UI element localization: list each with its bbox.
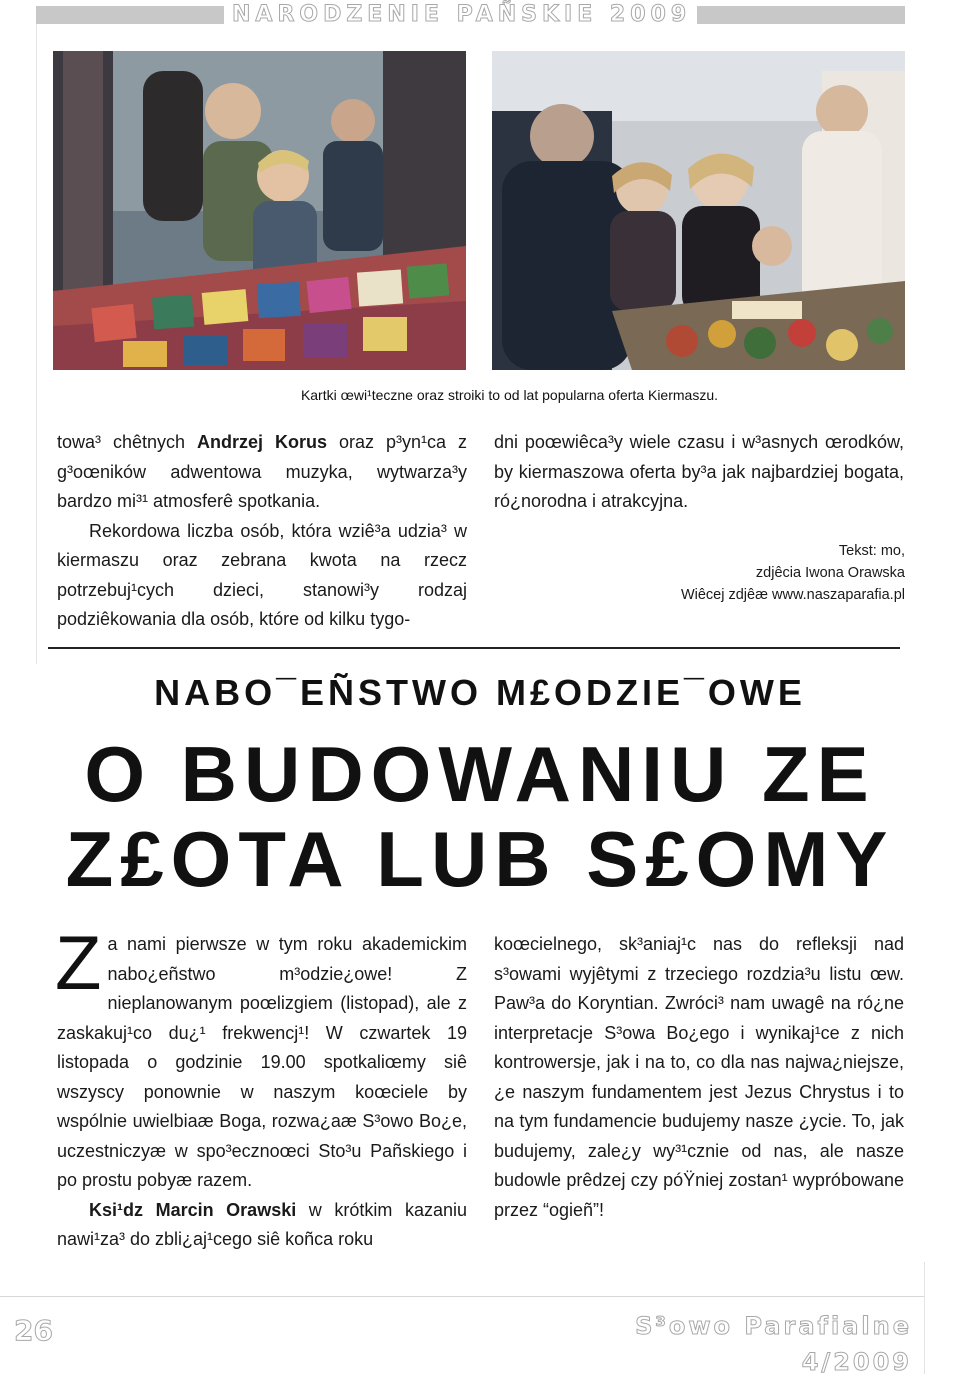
article2-left-paragraph-1: Za nami pierwsze w tym roku akademickim nabo¿eñstwo m³odzie¿owe! Z nieplanowanym poœlizgiem (listopad), ale z zaskakuj¹co du¿¹ frekwencj¹! W czwartek 19 listopada o godzinie 19.00 spotkaliœmy siê wszyscy ponownie w naszym koœciele by wspólnie uwielbiaæ Boga, rozwa¿aæ S³owo Bo¿e, uczestniczyæ w spo³ecznoœci Sto³u Pañskiego i po prostu pobyæ razem. (55, 921, 467, 1190)
frame-line-right (924, 1262, 925, 1374)
article1-left-paragraph-2: Rekordowa liczba osób, która wziê³a udzia³ w kiermaszu oraz zebrana kwota na rzecz potrzebuj¹cych dzieci, stanowi³y rodzaj podziêkowania dla osób, które od kilku tygo- (57, 520, 467, 629)
frame-line-left (36, 24, 37, 664)
priest-name: Ksi¹dz Marcin Orawski (89, 1199, 297, 1220)
photo-adults-stroiki (492, 51, 905, 370)
magazine-name: S³owo Parafialne (635, 1312, 912, 1340)
magazine-issue: 4/2009 (801, 1348, 912, 1376)
article1-left-column (57, 428, 467, 635)
article2-right-paragraph-1: koœcielnego, sk³aniaj¹c nas do refleksji nad s³owami wyjêtymi z trzeciego rozdzia³u listu œw. Paw³a do Koryntian. Zwróci³ nam uwagê na ró¿ne interpretacje S³owa Bo¿ego i wynikaj¹ce z nich kontrowersje, jak i na to, co dla nas najwa¿niejsze, ¿e naszym fundamentem jest Jezus Chrystus i to na tym fundamencie budujemy nasze ¿ycie. To, jak budujemy, zale¿y wy³¹cznie od nas, ale nasze budowle prêdzej czy póŸniej zostan¹ wypróbowane przez “ogieñ”! (494, 934, 904, 1220)
article1-right-column (494, 428, 904, 517)
article2-left-column (55, 921, 467, 1255)
article2-headline-line1: O BUDOWANIU ZE (84, 730, 876, 818)
section-divider (48, 647, 900, 649)
article2-left-paragraph-2: Ksi¹dz Marcin Orawski w krótkim kazaniu nawi¹za³ do zbli¿aj¹cego siê koñca roku (57, 1199, 467, 1249)
header-bar-right (697, 6, 905, 24)
credit-photos: zdjêcia Iwona Orawska (755, 565, 905, 581)
credit-more-photos: Wiêcej zdjêæ www.naszaparafia.pl (680, 587, 905, 603)
magazine-masthead (635, 1308, 912, 1378)
section-title: NARODZENIE PAÑSKIE 2009 (232, 2, 692, 27)
photo-children-cards (53, 51, 466, 370)
article1-right-paragraph-1: dni poœwiêca³y wiele czasu i w³asnych œrodków, by kiermaszowa oferta by³a jak najbardziej bogata, ró¿norodna i atrakcyjna. (494, 432, 904, 511)
article1-left-paragraph-1: towa³ chêtnych Andrzej Korus oraz p³yn¹ca z g³oœników adwentowa muzyka, wytwarza³y bardzo mi³¹ atmosferê spotkania. (57, 432, 468, 511)
photo-caption: Kartki œwi¹teczne oraz stroiki to od lat popularna oferta Kiermaszu. (300, 387, 718, 403)
article2-headline-line2: Z£OTA LUB S£OMY (65, 815, 895, 903)
article2-kicker: NABO¯EÑSTWO M£ODZIE¯OWE (154, 672, 806, 713)
article2-right-column (494, 930, 904, 1225)
author-name-korus: Andrzej Korus (197, 432, 328, 452)
page-number: 26 (14, 1314, 53, 1347)
header-bar-left (36, 6, 224, 24)
credit-text-author: Tekst: mo, (838, 543, 905, 559)
footer-rule (36, 1296, 924, 1297)
dropcap-letter: Z (55, 921, 102, 1006)
article1-credits (681, 540, 905, 606)
